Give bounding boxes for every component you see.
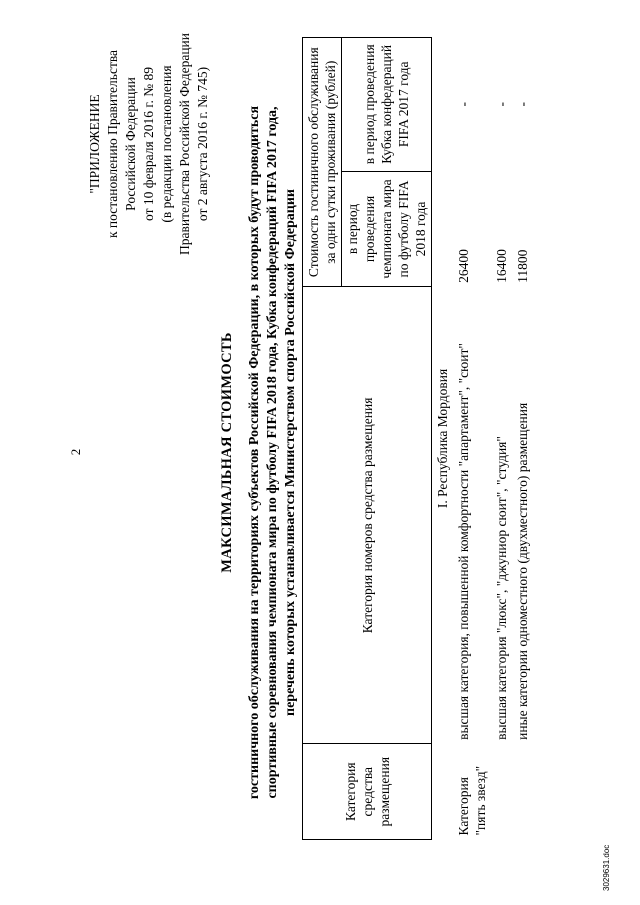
row-category [512, 744, 533, 840]
table-row [453, 38, 491, 840]
appendix-block [86, 9, 212, 279]
row-category: Категория "пять звезд" [456, 765, 488, 836]
row-room: иные категории одноместного (двухместного) размещения [515, 402, 530, 740]
header-category: Категория средства размещения [303, 744, 432, 840]
appendix-line: к постановлению Правительства [105, 49, 120, 239]
row-price-2017: - [456, 102, 471, 107]
rates-table [302, 37, 533, 840]
appendix-line: Российской Федерации [123, 77, 138, 211]
appendix-line: (в редакции постановления [159, 65, 174, 223]
row-room: высшая категория "люкс", "джуниор сюит", "студия" [494, 436, 509, 740]
row-price-2018: 11800 [515, 249, 530, 283]
row-price-2018: 16400 [494, 249, 509, 283]
file-name-footer: 3029631.doc [602, 844, 611, 891]
title-line: спортивные соревнования чемпионата мира по футболу FIFA 2018 года, Кубка конфедераций FIFA 2017 года, [265, 106, 280, 799]
table-row [512, 38, 533, 840]
row-category [491, 744, 512, 840]
header-room-category: Категория номеров средства размещения [303, 287, 432, 744]
appendix-line: "ПРИЛОЖЕНИЕ [87, 94, 102, 194]
row-price-2017: - [494, 102, 509, 107]
header-cost-group: Стоимость гостиничного обслуживания за одни сутки проживания (рублей) [303, 38, 342, 287]
appendix-line: от 10 февраля 2016 г. № 89 [141, 67, 156, 221]
page-number: 2 [68, 448, 83, 456]
header-period-2017: в период проведения Кубка конфедераций FIFA 2017 года [342, 38, 432, 172]
row-price-2017: - [515, 102, 530, 107]
title-line: гостиничного обслуживания на территориях субъектов Российской Федерации, в которых будут проводиться [247, 105, 262, 800]
appendix-line: от 2 августа 2016 г. № 745) [195, 66, 210, 222]
row-room: высшая категория, повышенной комфортности "апартамент", "сюит" [456, 343, 471, 740]
title-line: перечень которых устанавливается Министерством спорта Российской Федерации [283, 189, 298, 716]
table-row [491, 38, 512, 840]
appendix-line: Правительства Российской Федерации [177, 33, 192, 255]
document-title [218, 40, 300, 865]
row-price-2018: 26400 [456, 249, 471, 283]
header-period-2018: в период проведения чемпионата мира по футболу FIFA 2018 года [342, 171, 432, 287]
title-heading: МАКСИМАЛЬНАЯ СТОИМОСТЬ [219, 332, 235, 573]
section-title: I. Республика Мордовия [435, 368, 450, 509]
